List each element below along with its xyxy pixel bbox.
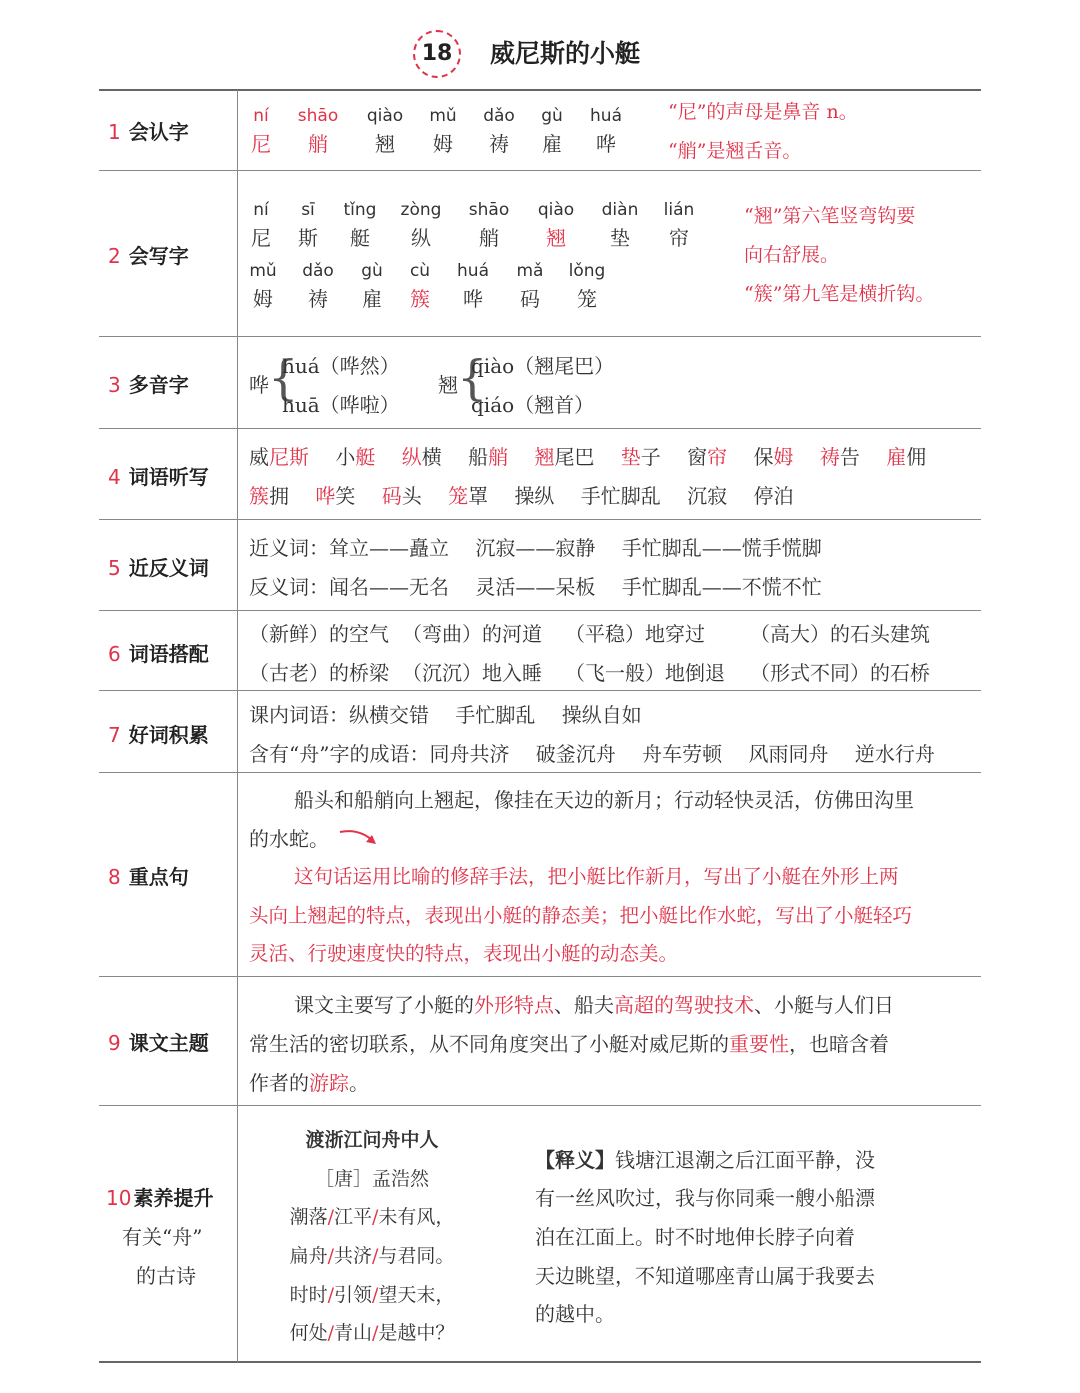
row-divider (99, 336, 981, 337)
meaning-tag: 【释义】 (535, 1148, 615, 1172)
pinyin: mǔ (429, 106, 457, 126)
pinyin: huá (590, 106, 622, 126)
good-words-line-1: 课内词语：纵横交错 手忙脚乱 操纵自如 (249, 703, 642, 727)
row-divider (99, 519, 981, 520)
character: 哗 (463, 287, 483, 311)
row-divider (99, 610, 981, 611)
table-bottom-rule (99, 1361, 981, 1363)
poem-line: 时时/引领/望天末， (289, 1284, 455, 1306)
key-sentence: 的水蛇。 (249, 827, 329, 851)
character: 姆 (253, 287, 273, 311)
brace-icon: { (457, 350, 488, 406)
character: 雇 (362, 287, 382, 311)
collocation: （飞一般）地倒退 (565, 661, 725, 685)
row-divider (99, 690, 981, 691)
pinyin: ní (253, 200, 269, 220)
pinyin: cù (409, 261, 431, 281)
reading: qiáo（翘首） (471, 393, 595, 417)
poem-meaning: 的越中。 (535, 1302, 615, 1326)
analysis-line: 灵活、行驶速度快的特点，表现出小艇的动态美。 (249, 942, 679, 965)
poem-meaning: 有一丝风吹过，我与你同乘一艘小船漂 (535, 1186, 875, 1210)
polyphone-char: 翘 (438, 373, 458, 397)
pinyin: shāo (468, 200, 510, 220)
row-divider (99, 170, 981, 171)
column-divider (237, 90, 238, 1362)
row-label-key-sentence: 8 重点句 (108, 865, 189, 889)
poem-line: 潮落/江平/未有风， (289, 1206, 455, 1228)
pinyin: tǐng (343, 200, 377, 220)
pinyin: huá (457, 261, 489, 281)
pinyin: gù (541, 106, 563, 126)
arrow-icon (338, 826, 380, 848)
character: 斯 (298, 226, 318, 250)
dictation-line-2: 簇拥 哗笑 码头 笼罩 操纵 手忙脚乱 沉寂 停泊 (249, 484, 794, 508)
pinyin: dǎo (302, 261, 334, 281)
poem-title: 渡浙江问舟中人 (305, 1129, 439, 1151)
theme-line: 常生活的密切联系，从不同角度突出了小艇对威尼斯的重要性，也暗含着 (249, 1032, 889, 1056)
poem-author: ［唐］孟浩然 (314, 1168, 429, 1190)
analysis-line: 头向上翘起的特点，表现出小艇的静态美；把小艇比作水蛇，写出了小艇轻巧 (249, 904, 913, 927)
reading: huā（哗啦） (282, 393, 400, 417)
pinyin: mǔ (249, 261, 277, 281)
row-label-recognize: 1 会认字 (108, 120, 189, 144)
pinyin: diàn (601, 200, 639, 220)
lesson-number-badge: 18 (413, 30, 461, 78)
table-top-rule (99, 89, 981, 91)
note: “翘”第六笔竖弯钩要 (744, 205, 916, 227)
row-label-literacy: 10 素养提升 (106, 1186, 214, 1210)
lesson-title: 威尼斯的小艇 (490, 39, 641, 68)
character: 垫 (610, 226, 630, 250)
poem-meaning: 【释义】钱塘江退潮之后江面平静，没 (535, 1148, 875, 1172)
reading: qiào（翘尾巴） (471, 354, 615, 378)
character: 艇 (350, 226, 370, 250)
character: 簇 (410, 287, 430, 311)
note: “艄”是翘舌音。 (668, 140, 802, 162)
theme-line: 作者的游踪。 (249, 1071, 369, 1095)
character: 翘 (375, 132, 395, 156)
dictation-line-1: 威尼斯 小艇 纵横 船艄 翘尾巴 垫子 窗帘 保姆 祷告 雇佣 (249, 445, 927, 469)
brace-icon: { (268, 350, 299, 406)
character: 尼 (251, 132, 271, 156)
row-label-write: 2 会写字 (108, 244, 189, 268)
character: 尼 (251, 226, 271, 250)
pinyin: ní (253, 106, 269, 126)
row-label-polyphone: 3 多音字 (108, 373, 189, 397)
pinyin: lián (663, 200, 695, 220)
character: 纵 (411, 226, 431, 250)
character: 祷 (308, 287, 328, 311)
row-divider (99, 976, 981, 977)
good-words-line-2: 含有“舟”字的成语：同舟共济 破釜沉舟 舟车劳顿 风雨同舟 逆水行舟 (249, 742, 935, 766)
collocation: （平稳）地穿过 (565, 622, 705, 646)
collocation: （沉沉）地入睡 (402, 661, 542, 685)
collocation: （古老）的桥梁 (249, 661, 389, 685)
poem-line: 何处/青山/是越中？ (289, 1322, 455, 1344)
row-label-collocation: 6 词语搭配 (108, 642, 209, 666)
row-sublabel: 的古诗 (136, 1264, 196, 1288)
character: 帘 (669, 226, 689, 250)
pinyin: gù (361, 261, 383, 281)
character: 祷 (489, 132, 509, 156)
row-sublabel: 有关“舟” (122, 1225, 203, 1249)
reading: huá（哗然） (282, 354, 400, 378)
poem-meaning: 天边眺望，不知道哪座青山属于我要去 (535, 1264, 875, 1288)
character: 姆 (433, 132, 453, 156)
character: 码 (520, 287, 540, 311)
pinyin: lǒng (568, 261, 606, 281)
analysis-line: 这句话运用比喻的修辞手法，把小艇比作新月，写出了小艇在外形上两 (294, 865, 899, 888)
pinyin: qiào (537, 200, 575, 220)
character: 笼 (577, 287, 597, 311)
row-divider (99, 772, 981, 773)
pinyin: zòng (400, 200, 442, 220)
character: 翘 (546, 226, 566, 250)
polyphone-char: 哗 (249, 373, 269, 397)
note: “尼”的声母是鼻音 n。 (668, 101, 858, 123)
collocation: （高大）的石头建筑 (750, 622, 930, 646)
collocation: （新鲜）的空气 (249, 622, 389, 646)
character: 艄 (308, 132, 328, 156)
pinyin: qiào (366, 106, 404, 126)
synonyms-line: 近义词：耸立——矗立 沉寂——寂静 手忙脚乱——慌手慌脚 (249, 536, 822, 560)
pinyin: sī (301, 200, 315, 220)
row-label-theme: 9 课文主题 (108, 1031, 209, 1055)
character: 艄 (479, 226, 499, 250)
row-divider (99, 1105, 981, 1106)
collocation: （形式不同）的石桥 (750, 661, 930, 685)
antonyms-line: 反义词：闻名——无名 灵活——呆板 手忙脚乱——不慌不忙 (249, 575, 822, 599)
note: 向右舒展。 (744, 244, 840, 266)
row-label-good-words: 7 好词积累 (108, 723, 209, 747)
key-sentence: 船头和船艄向上翘起，像挂在天边的新月；行动轻快灵活，仿佛田沟里 (294, 788, 914, 812)
poem-line: 扁舟/共济/与君同。 (289, 1245, 455, 1267)
pinyin: dǎo (483, 106, 515, 126)
collocation: （弯曲）的河道 (402, 622, 542, 646)
character: 哗 (596, 132, 616, 156)
pinyin: mǎ (516, 261, 544, 281)
row-label-dictation: 4 词语听写 (108, 465, 209, 489)
character: 雇 (542, 132, 562, 156)
row-divider (99, 428, 981, 429)
theme-line: 课文主要写了小艇的外形特点、船夫高超的驾驶技术、小艇与人们日 (294, 993, 894, 1017)
poem-meaning: 泊在江面上。时不时地伸长脖子向着 (535, 1225, 855, 1249)
lesson-header (0, 28, 1080, 78)
note: “簇”第九笔是横折钩。 (744, 283, 935, 305)
row-label-synonyms: 5 近反义词 (108, 556, 209, 580)
pinyin: shāo (297, 106, 339, 126)
